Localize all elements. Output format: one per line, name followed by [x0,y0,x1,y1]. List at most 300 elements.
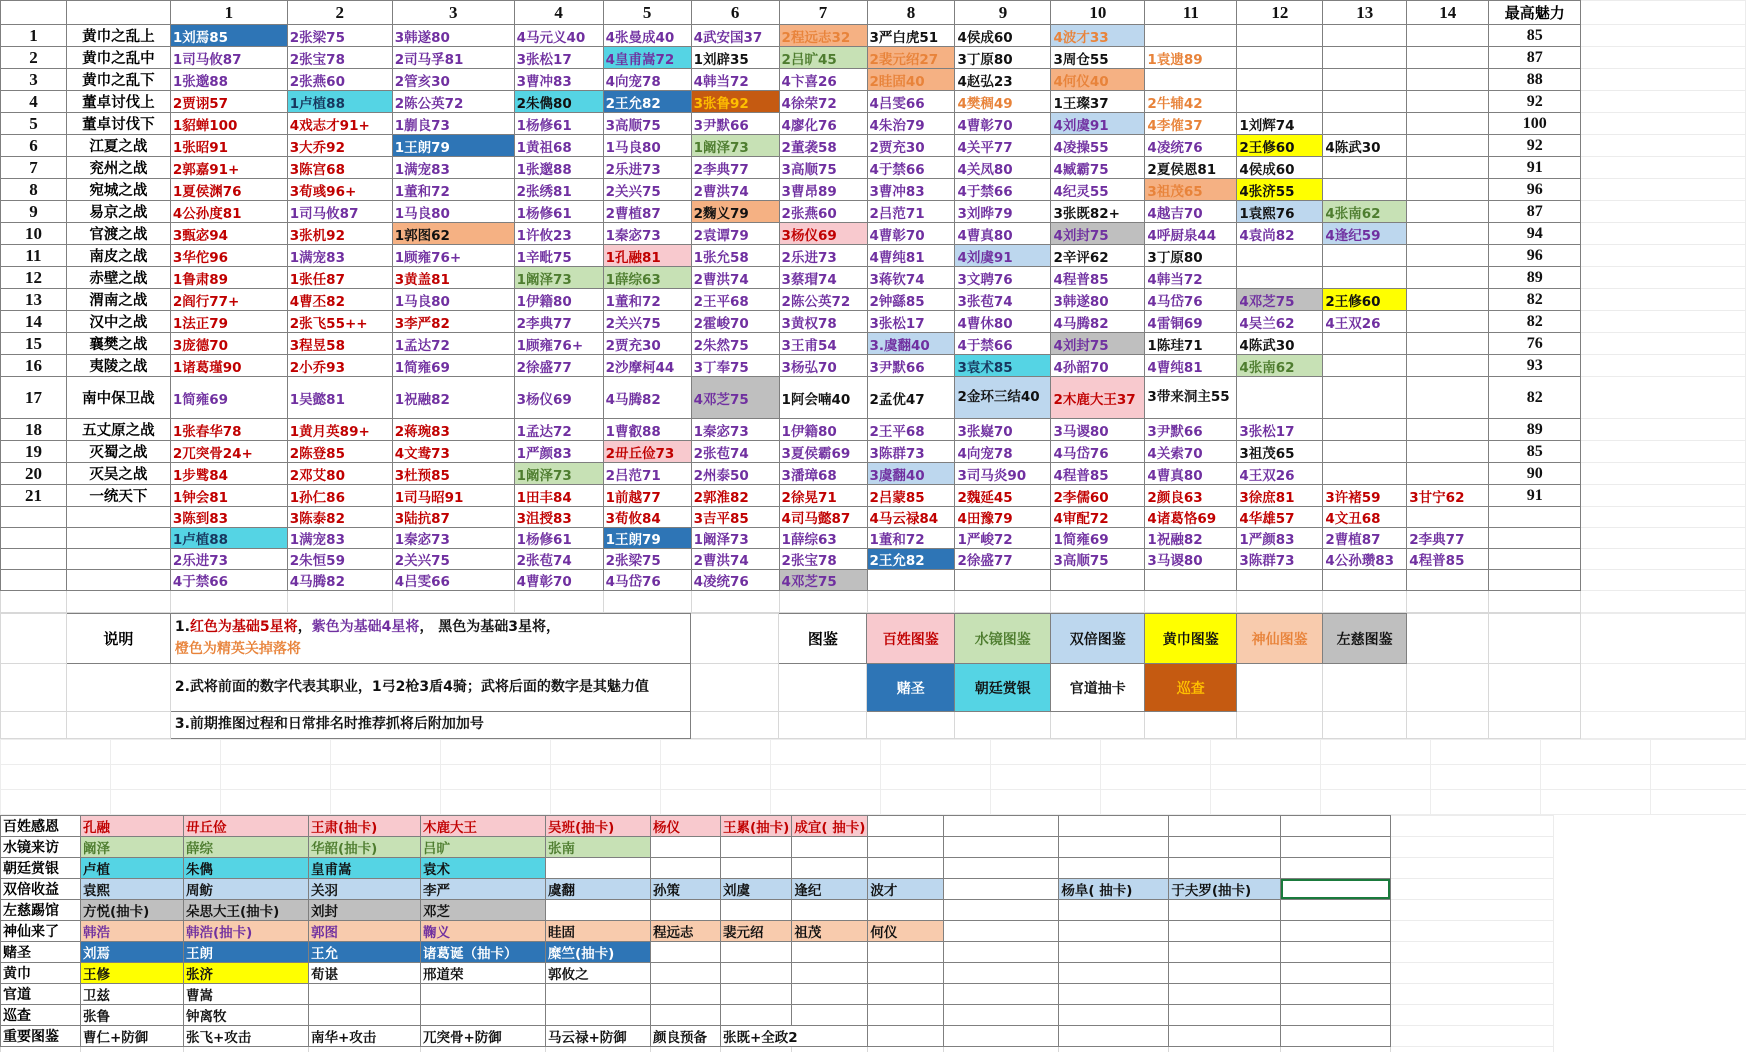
charm-value[interactable]: 91 [1489,157,1581,179]
officer-cell[interactable]: 3张嶷70 [955,419,1051,441]
officer-cell[interactable]: 1王朗79 [392,135,514,157]
officer-cell[interactable]: 3黄盖81 [392,267,514,289]
column-header[interactable]: 14 [1407,1,1489,25]
officer-cell[interactable] [1323,91,1407,113]
officer-cell[interactable]: 1秦宓73 [691,419,779,441]
officer-cell[interactable]: 郭图 [309,920,421,941]
stage-cell[interactable]: 南中保卫战 [66,377,170,419]
officer-cell[interactable]: 1祝融82 [392,377,514,419]
officer-cell[interactable]: 1许攸23 [514,223,603,245]
officer-cell[interactable]: 2张梁75 [287,25,392,47]
officer-cell[interactable]: 2吕蒙85 [867,485,955,507]
officer-cell[interactable]: 4徐荣72 [779,91,867,113]
officer-cell[interactable]: 4马云禄84 [867,507,955,528]
legend-category-cell[interactable]: 黄巾图鉴 [1145,614,1237,664]
officer-cell[interactable]: 4邓芝75 [1237,289,1323,311]
officer-cell[interactable]: 3杨仪69 [779,223,867,245]
officer-cell[interactable]: 1薛综63 [779,528,867,549]
officer-cell[interactable]: 4呼厨泉44 [1145,223,1237,245]
officer-cell[interactable]: 4马岱76 [603,570,691,591]
officer-cell[interactable]: 虞翻 [546,878,651,899]
row-number[interactable]: 14 [1,311,67,333]
officer-cell[interactable] [1323,69,1407,91]
officer-cell[interactable]: 1孙仁86 [287,485,392,507]
officer-cell[interactable]: 2张绣81 [514,179,603,201]
officer-cell[interactable]: 4王双26 [1323,311,1407,333]
officer-cell[interactable]: 吕旷 [421,836,546,857]
officer-cell[interactable]: 4马元义40 [514,25,603,47]
officer-cell[interactable]: 李严 [421,878,546,899]
column-header[interactable]: 3 [392,1,514,25]
officer-cell[interactable] [1323,47,1407,69]
officer-cell[interactable] [1237,25,1323,47]
charm-value[interactable]: 90 [1489,463,1581,485]
officer-cell[interactable]: 4逢纪59 [1323,223,1407,245]
officer-cell[interactable]: 3夏侯霸69 [779,441,867,463]
officer-cell[interactable]: 4武安国37 [691,25,779,47]
officer-cell[interactable]: 2王修60 [1323,289,1407,311]
officer-cell[interactable]: 1司马攸87 [287,201,392,223]
officer-cell[interactable]: 3严白虎51 [867,25,955,47]
stage-cell[interactable]: 官渡之战 [66,223,170,245]
officer-cell[interactable]: 3祖茂65 [1237,441,1323,463]
officer-cell[interactable]: 1王朗79 [603,528,691,549]
officer-cell[interactable]: 1杨修61 [514,528,603,549]
officer-cell[interactable]: 王修 [81,962,184,983]
stage-cell[interactable]: 黄巾之乱中 [66,47,170,69]
stage-cell[interactable] [66,549,170,570]
officer-cell[interactable]: 3徐庶81 [1237,485,1323,507]
officer-cell[interactable]: 1卢植88 [170,528,287,549]
officer-cell[interactable]: 3大乔92 [287,135,392,157]
officer-cell[interactable]: 3尹默66 [867,355,955,377]
officer-cell[interactable]: 2董袭58 [779,135,867,157]
officer-cell[interactable]: 3蒋钦74 [867,267,955,289]
officer-cell[interactable]: 3张松17 [1237,419,1323,441]
officer-cell[interactable]: 2毌丘俭73 [603,441,691,463]
officer-cell[interactable]: 孙策 [651,878,721,899]
officer-cell[interactable]: 2曹植87 [1323,528,1407,549]
officer-cell[interactable]: 1简雍69 [1051,528,1145,549]
stage-cell[interactable]: 兖州之战 [66,157,170,179]
officer-cell[interactable]: 曹嵩 [184,983,309,1004]
column-header[interactable]: 10 [1051,1,1145,25]
officer-cell[interactable]: 3文聘76 [955,267,1051,289]
officer-cell[interactable]: 2邓艾80 [287,463,392,485]
officer-cell[interactable]: 木鹿大王 [421,815,546,836]
officer-cell[interactable]: 毌丘俭 [184,815,309,836]
officer-cell[interactable]: 钟离牧 [184,1004,309,1025]
officer-cell[interactable]: 4廖化76 [779,113,867,135]
officer-cell[interactable]: 4韩当72 [691,69,779,91]
stage-cell[interactable]: 黄巾之乱上 [66,25,170,47]
officer-cell[interactable]: 2贾诩57 [170,91,287,113]
officer-cell[interactable]: 1刘辟35 [691,47,779,69]
charm-value[interactable]: 91 [1489,485,1581,507]
officer-cell[interactable]: 1夏侯渊76 [170,179,287,201]
officer-cell[interactable] [1323,25,1407,47]
officer-cell[interactable]: 张济 [184,962,309,983]
officer-cell[interactable]: 3张机92 [287,223,392,245]
officer-cell[interactable]: 孔融 [81,815,184,836]
officer-cell[interactable]: 4程普85 [1051,267,1145,289]
officer-cell[interactable]: 王累(抽卡) [721,815,792,836]
officer-cell[interactable]: 4马岱76 [1051,441,1145,463]
row-number[interactable]: 6 [1,135,67,157]
officer-cell[interactable]: 3马谡80 [1145,549,1237,570]
officer-cell[interactable]: 2颜良63 [1145,485,1237,507]
officer-cell[interactable]: 4马岱76 [1145,289,1237,311]
column-header[interactable]: 2 [287,1,392,25]
officer-cell[interactable]: 2王修60 [1237,135,1323,157]
officer-cell[interactable]: 1张昭91 [170,135,287,157]
officer-cell[interactable] [944,878,1059,899]
row-number[interactable]: 13 [1,289,67,311]
stage-cell[interactable]: 赤壁之战 [66,267,170,289]
officer-cell[interactable]: 2沙摩柯44 [603,355,691,377]
officer-cell[interactable]: 2州泰50 [691,463,779,485]
officer-cell[interactable] [1145,570,1237,591]
stage-cell[interactable]: 董卓讨伐上 [66,91,170,113]
officer-cell[interactable]: 3荀攸84 [603,507,691,528]
officer-cell[interactable]: 阚泽 [81,836,184,857]
officer-cell[interactable]: 1钟会81 [170,485,287,507]
officer-cell[interactable]: 何仪 [868,920,944,941]
charm-value[interactable]: 96 [1489,179,1581,201]
officer-cell[interactable] [1323,570,1407,591]
officer-cell[interactable]: 1张允58 [691,245,779,267]
stage-cell[interactable] [66,507,170,528]
officer-cell[interactable]: 2关兴75 [603,311,691,333]
officer-cell[interactable] [1145,69,1237,91]
charm-value[interactable]: 93 [1489,355,1581,377]
officer-cell[interactable]: 1卢植88 [287,91,392,113]
officer-cell[interactable]: 1袁遗89 [1145,47,1237,69]
officer-cell[interactable]: 眭固 [546,920,651,941]
officer-cell[interactable] [1407,201,1489,223]
officer-cell[interactable]: 4程普85 [1051,463,1145,485]
officer-cell[interactable]: 2曹洪74 [691,267,779,289]
officer-cell[interactable]: 2李儒60 [1051,485,1145,507]
officer-cell[interactable]: 张既+全政2 [721,1025,868,1046]
officer-cell[interactable]: 1满宠83 [392,157,514,179]
officer-cell[interactable]: 1阚泽73 [691,528,779,549]
officer-cell[interactable]: 3袁术85 [955,355,1051,377]
officer-cell[interactable]: 华韶(抽卡) [309,836,421,857]
officer-cell[interactable]: 3陈群73 [1237,549,1323,570]
officer-cell[interactable]: 3刘晔79 [955,201,1051,223]
stage-cell[interactable]: 襄樊之战 [66,333,170,355]
officer-cell[interactable]: 荀谌 [309,962,421,983]
officer-cell[interactable] [1407,419,1489,441]
officer-cell[interactable]: 3曹冲83 [867,179,955,201]
officer-cell[interactable]: 2朱然75 [691,333,779,355]
legend-category-cell[interactable]: 神仙图鉴 [1237,614,1323,664]
officer-cell[interactable]: 1孟达72 [514,419,603,441]
officer-cell[interactable]: 1顾雍76+ [514,333,603,355]
legend-category-cell[interactable]: 左慈图鉴 [1323,614,1407,664]
officer-cell[interactable]: 1蒯良73 [392,113,514,135]
officer-cell[interactable] [1407,333,1489,355]
officer-cell[interactable]: 2吕范71 [603,463,691,485]
officer-cell[interactable]: 3.虞翻40 [867,333,955,355]
stage-cell[interactable]: 一统天下 [66,485,170,507]
officer-cell[interactable]: 2眭固40 [867,69,955,91]
officer-cell[interactable]: 1鲁肃89 [170,267,287,289]
officer-cell[interactable]: 3杨弘70 [779,355,867,377]
officer-cell[interactable] [1237,91,1323,113]
officer-cell[interactable]: 2乐进73 [170,549,287,570]
officer-cell[interactable]: 袁熙 [81,878,184,899]
officer-cell[interactable]: 2徐晃71 [779,485,867,507]
officer-cell[interactable]: 3许褚59 [1323,485,1407,507]
officer-cell[interactable]: 3祖茂65 [1145,179,1237,201]
officer-cell[interactable]: 4田豫79 [955,507,1051,528]
stage-cell[interactable]: 江夏之战 [66,135,170,157]
officer-cell[interactable]: 3带来洞主55 [1145,377,1237,419]
officer-cell[interactable]: 4于禁66 [955,333,1051,355]
officer-cell[interactable]: 刘虞 [721,878,792,899]
legend-action-cell[interactable]: 官道抽卡 [1051,664,1145,712]
officer-cell[interactable]: 3陈群73 [867,441,955,463]
officer-cell[interactable]: 2夏侯恩81 [1145,157,1237,179]
officer-cell[interactable]: 1黄祖68 [514,135,603,157]
officer-cell[interactable]: 4曹真80 [955,223,1051,245]
officer-cell[interactable]: 2张燕60 [287,69,392,91]
officer-cell[interactable] [1323,377,1407,419]
officer-cell[interactable]: 4吕雯66 [867,91,955,113]
officer-cell[interactable]: 2曹洪74 [691,549,779,570]
stage-cell[interactable]: 易京之战 [66,201,170,223]
officer-cell[interactable]: 2张飞55++ [287,311,392,333]
officer-cell[interactable]: 1薛综63 [603,267,691,289]
officer-cell[interactable]: 2李典77 [514,311,603,333]
officer-cell[interactable] [1407,570,1489,591]
officer-cell[interactable]: 2管亥30 [392,69,514,91]
officer-cell[interactable]: 2陈公英72 [392,91,514,113]
officer-cell[interactable]: 3张苞74 [955,289,1051,311]
officer-cell[interactable]: 马云禄+防御 [546,1025,651,1046]
officer-cell[interactable]: 4雷铜69 [1145,311,1237,333]
officer-cell[interactable]: 2关兴75 [603,179,691,201]
officer-cell[interactable]: 张鲁 [81,1004,184,1025]
stage-cell[interactable]: 夷陵之战 [66,355,170,377]
stage-cell[interactable] [66,528,170,549]
officer-cell[interactable]: 1顾雍76+ [392,245,514,267]
officer-cell[interactable]: 4侯成60 [1237,157,1323,179]
officer-cell[interactable]: 1刘辉74 [1237,113,1323,135]
officer-cell[interactable]: 3张既82+ [1051,201,1145,223]
officer-cell[interactable] [1145,25,1237,47]
officer-cell[interactable]: 诸葛诞（抽卡） [421,941,546,962]
legend-category-cell[interactable]: 百姓图鉴 [867,614,955,664]
officer-cell[interactable] [1407,69,1489,91]
officer-cell[interactable]: 颜良预备 [651,1025,721,1046]
officer-cell[interactable]: 4曹彰70 [955,113,1051,135]
row-number[interactable]: 11 [1,245,67,267]
column-header[interactable]: 4 [514,1,603,25]
corner-cell[interactable] [66,1,170,25]
officer-cell[interactable] [1323,113,1407,135]
officer-cell[interactable]: 皇甫嵩 [309,857,421,878]
legend-category-cell[interactable]: 双倍图鉴 [1051,614,1145,664]
officer-cell[interactable]: 1阚泽73 [691,135,779,157]
officer-cell[interactable]: 2裴元绍27 [867,47,955,69]
officer-cell[interactable]: 邓芝 [421,899,546,920]
officer-cell[interactable]: 于夫罗(抽卡) [1169,878,1281,899]
officer-cell[interactable]: 1步骘84 [170,463,287,485]
column-header[interactable]: 12 [1237,1,1323,25]
officer-cell[interactable]: 薛综 [184,836,309,857]
officer-cell[interactable]: 波才 [868,878,944,899]
row-number[interactable]: 20 [1,463,67,485]
officer-cell[interactable]: 3韩遂80 [392,25,514,47]
officer-cell[interactable]: 4樊稠49 [955,91,1051,113]
officer-cell[interactable]: 2金环三结40 [955,377,1051,419]
officer-cell[interactable]: 2李典77 [1407,528,1489,549]
officer-cell[interactable]: 4纪灵55 [1051,179,1145,201]
stage-cell[interactable]: 五丈原之战 [66,419,170,441]
charm-value[interactable]: 92 [1489,135,1581,157]
officer-cell[interactable]: 4陈武30 [1237,333,1323,355]
officer-cell[interactable]: 3黄权78 [779,311,867,333]
stage-cell[interactable]: 董卓讨伐下 [66,113,170,135]
officer-cell[interactable]: 4刘虞91 [1051,113,1145,135]
officer-cell[interactable] [1323,157,1407,179]
officer-cell[interactable]: 1祝融82 [1145,528,1237,549]
officer-cell[interactable]: 1前越77 [603,485,691,507]
officer-cell[interactable]: 4凌统76 [691,570,779,591]
stage-cell[interactable] [66,570,170,591]
officer-cell[interactable]: 4华雄57 [1237,507,1323,528]
officer-cell[interactable]: 南华+攻击 [309,1025,421,1046]
officer-cell[interactable]: 1黄月英89+ [287,419,392,441]
officer-cell[interactable]: 4赵弘23 [955,69,1051,91]
officer-cell[interactable]: 1董和72 [392,179,514,201]
stage-cell[interactable]: 灭蜀之战 [66,441,170,463]
officer-cell[interactable]: 3张松17 [867,311,955,333]
officer-cell[interactable]: 4袁尚82 [1237,223,1323,245]
officer-cell[interactable]: 2牛辅42 [1145,91,1237,113]
officer-cell[interactable] [1323,441,1407,463]
row-number[interactable]: 3 [1,69,67,91]
officer-cell[interactable]: 3李严82 [392,311,514,333]
officer-cell[interactable]: 4向宠78 [955,441,1051,463]
officer-cell[interactable]: 3陈泰82 [287,507,392,528]
charm-value[interactable] [1489,507,1581,528]
row-number[interactable] [1,507,67,528]
officer-cell[interactable]: 朱儁 [184,857,309,878]
officer-cell[interactable]: 1阿会喃40 [779,377,867,419]
officer-cell[interactable]: 3丁奉75 [691,355,779,377]
officer-cell[interactable]: 2郭淮82 [691,485,779,507]
officer-cell[interactable]: 杨仪 [651,815,721,836]
officer-cell[interactable] [1407,157,1489,179]
column-header[interactable]: 13 [1323,1,1407,25]
officer-cell[interactable]: 1严颜83 [514,441,603,463]
officer-cell[interactable]: 邢道荣 [421,962,546,983]
officer-cell[interactable]: 1刘焉85 [170,25,287,47]
officer-cell[interactable]: 杨阜( 抽卡) [1059,878,1169,899]
row-number[interactable]: 2 [1,47,67,69]
officer-cell[interactable]: 1貂蝉100 [170,113,287,135]
row-number[interactable] [1,570,67,591]
row-number[interactable]: 19 [1,441,67,463]
officer-cell[interactable]: 4曹休80 [955,311,1051,333]
officer-cell[interactable]: 4关平77 [955,135,1051,157]
officer-cell[interactable]: 1杨修61 [514,201,603,223]
officer-cell[interactable]: 成宜( 抽卡) [792,815,868,836]
officer-cell[interactable]: 4于禁66 [955,179,1051,201]
officer-cell[interactable] [1407,91,1489,113]
officer-cell[interactable] [1323,267,1407,289]
officer-cell[interactable]: 4于禁66 [867,157,955,179]
officer-cell[interactable]: 2曹洪74 [691,179,779,201]
officer-cell[interactable]: 1张任87 [287,267,392,289]
row-number[interactable]: 1 [1,25,67,47]
officer-cell[interactable]: 4审配72 [1051,507,1145,528]
officer-cell[interactable]: 3韩遂80 [1051,289,1145,311]
row-number[interactable]: 5 [1,113,67,135]
officer-cell[interactable]: 4公孙度81 [170,201,287,223]
officer-cell[interactable] [1407,355,1489,377]
officer-cell[interactable] [1051,570,1145,591]
officer-cell[interactable]: 4皇甫嵩72 [603,47,691,69]
officer-cell[interactable]: 3沮授83 [514,507,603,528]
officer-cell[interactable]: 3高顺75 [779,157,867,179]
officer-cell[interactable]: 2兀突骨24+ [170,441,287,463]
charm-value[interactable] [1489,528,1581,549]
officer-cell[interactable]: 3杨仪69 [514,377,603,419]
officer-cell[interactable]: 2魏延45 [955,485,1051,507]
officer-cell[interactable]: 4凌操55 [1051,135,1145,157]
legend-action-cell[interactable]: 巡查 [1145,664,1237,712]
officer-cell[interactable]: 3丁原80 [955,47,1051,69]
officer-cell[interactable]: 2钟繇85 [867,289,955,311]
officer-cell[interactable]: 4程普85 [1407,549,1489,570]
row-number[interactable]: 9 [1,201,67,223]
officer-cell[interactable] [1407,311,1489,333]
officer-cell[interactable]: 4诸葛恪69 [1145,507,1237,528]
officer-cell[interactable]: 吴班(抽卡) [546,815,651,836]
officer-cell[interactable]: 2徐盛77 [955,549,1051,570]
officer-cell[interactable]: 2司马孚81 [392,47,514,69]
officer-cell[interactable]: 3丁原80 [1145,245,1237,267]
officer-cell[interactable]: 4陈武30 [1323,135,1407,157]
charm-value[interactable]: 82 [1489,289,1581,311]
officer-cell[interactable]: 1王璨37 [1051,91,1145,113]
officer-cell[interactable] [1407,25,1489,47]
officer-cell[interactable]: 2孟优47 [867,377,955,419]
officer-cell[interactable]: 曹仁+防御 [81,1025,184,1046]
officer-cell[interactable]: 1秦宓73 [603,223,691,245]
officer-cell[interactable]: 4邓芝75 [691,377,779,419]
officer-cell[interactable]: 1曹叡88 [603,419,691,441]
officer-cell[interactable]: 3尹默66 [1145,419,1237,441]
legend-action-cell[interactable]: 赌圣 [867,664,955,712]
officer-cell[interactable]: 1袁熙76 [1237,201,1323,223]
officer-cell[interactable]: 1董和72 [867,528,955,549]
officer-cell[interactable]: 4关凤80 [955,157,1051,179]
officer-cell[interactable]: 1马良80 [392,289,514,311]
officer-cell[interactable]: 朵思大王(抽卡) [184,899,309,920]
officer-cell[interactable]: 2乐进73 [603,157,691,179]
column-header[interactable]: 1 [170,1,287,25]
officer-cell[interactable]: 刘焉 [81,941,184,962]
officer-cell[interactable]: 3吉平85 [691,507,779,528]
officer-cell[interactable]: 2张宝78 [287,47,392,69]
officer-cell[interactable]: 4马腾82 [287,570,392,591]
